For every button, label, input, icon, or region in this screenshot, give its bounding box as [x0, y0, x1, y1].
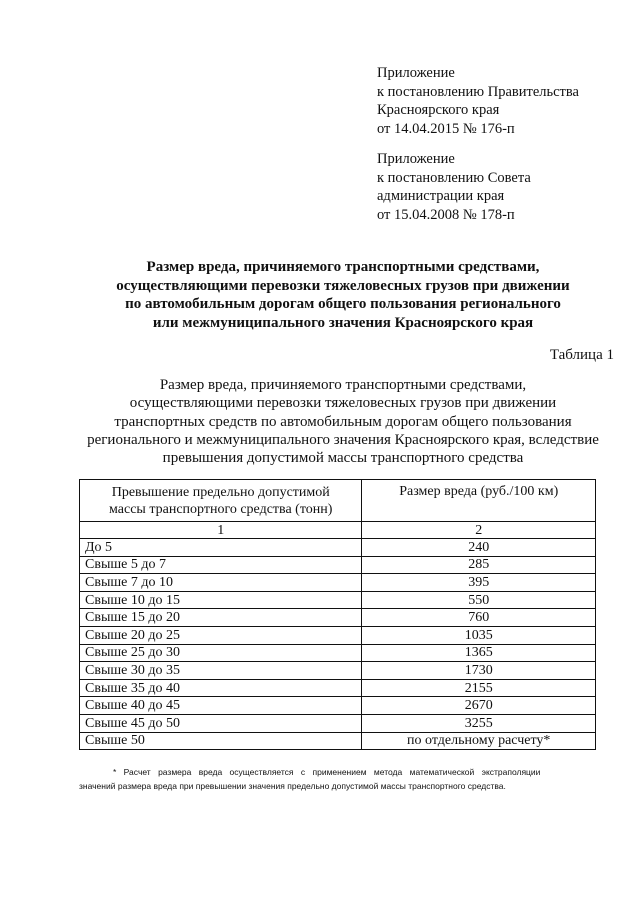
header-mass-excess-line: массы транспортного средства (тонн)	[109, 501, 333, 517]
table-body	[80, 539, 596, 750]
table-row	[80, 732, 596, 750]
table-row	[80, 662, 596, 680]
table-row	[80, 591, 596, 609]
mass-range-cell: Свыше 7 до 10	[80, 574, 362, 592]
title-line: Размер вреда, причиняемого транспортными средствами,	[146, 259, 540, 275]
mass-range-cell: Свыше 20 до 25	[80, 626, 362, 644]
mass-range-cell: Свыше 35 до 40	[80, 679, 362, 697]
appendix-1-line: к постановлению Правительства	[377, 83, 579, 100]
table-row	[80, 609, 596, 627]
damage-value-cell: 2155	[362, 679, 596, 697]
appendix-2-line: от 15.04.2008 № 178-п	[377, 206, 515, 223]
table-row	[80, 574, 596, 592]
title-line: или межмуниципального значения Красноярского края	[152, 314, 534, 331]
damage-value-cell: 1365	[362, 644, 596, 662]
appendix-2-line: Приложение	[377, 151, 455, 167]
damage-value-cell: 1730	[362, 662, 596, 680]
damage-value-cell: 550	[362, 591, 596, 609]
title-line: осуществляющими перевозки тяжеловесных грузов при движении	[116, 277, 570, 294]
appendix-2-line: к постановлению Совета	[377, 169, 531, 186]
header-mass-excess	[80, 480, 362, 522]
column-number-row	[80, 522, 596, 539]
appendix-1-line: Приложение	[377, 65, 455, 81]
damage-table	[79, 479, 596, 750]
damage-value-cell: 240	[362, 539, 596, 557]
appendix-1-line: Красноярского края	[377, 102, 500, 119]
footnote-line: * Расчет размера вреда осуществляется с применением метода математической экстраполяции	[113, 767, 541, 777]
caption-line: транспортных средств по автомобильным дорогам общего пользования	[114, 413, 572, 430]
appendix-block-1	[377, 64, 579, 138]
table-row	[80, 556, 596, 574]
header-damage-amount: Размер вреда (руб./100 км)	[362, 480, 596, 522]
caption-line: Размер вреда, причиняемого транспортными средствами,	[159, 377, 527, 393]
mass-range-cell: Свыше 45 до 50	[80, 714, 362, 732]
appendix-block-2	[377, 150, 531, 224]
table-row	[80, 644, 596, 662]
mass-range-cell: До 5	[80, 539, 362, 557]
damage-value-cell: 285	[362, 556, 596, 574]
damage-value-cell: 395	[362, 574, 596, 592]
appendix-2-line: администрации края	[377, 188, 505, 205]
document-title	[60, 258, 626, 332]
damage-value-cell: 1035	[362, 626, 596, 644]
table-number: Таблица 1	[549, 347, 614, 363]
mass-range-cell: Свыше 10 до 15	[80, 591, 362, 609]
mass-range-cell: Свыше 25 до 30	[80, 644, 362, 662]
caption-line: регионального и межмуниципального значения Красноярского края, вследствие	[87, 431, 599, 448]
mass-range-cell: Свыше 30 до 35	[80, 662, 362, 680]
footnote-line: значений размера вреда при превышении значения предельно допустимой массы транспортного средства.	[79, 781, 506, 791]
table-row	[80, 679, 596, 697]
title-line: по автомобильным дорогам общего пользования регионального	[125, 296, 561, 312]
mass-range-cell: Свыше 15 до 20	[80, 609, 362, 627]
damage-value-cell: 760	[362, 609, 596, 627]
appendix-1-line: от 14.04.2015 № 176-п	[377, 120, 515, 137]
column-number: 2	[362, 522, 596, 539]
caption-line: превышения допустимой массы транспортного средства	[162, 450, 524, 467]
mass-range-cell: Свыше 5 до 7	[80, 556, 362, 574]
column-number: 1	[80, 522, 362, 539]
mass-range-cell: Свыше 50	[80, 732, 362, 750]
header-mass-excess-line: Превышение предельно допустимой	[111, 484, 330, 500]
table-row	[80, 714, 596, 732]
caption-line: осуществляющими перевозки тяжеловесных грузов при движении	[129, 395, 557, 412]
mass-range-cell: Свыше 40 до 45	[80, 697, 362, 715]
table-row	[80, 626, 596, 644]
table-header-row	[80, 480, 596, 522]
damage-value-cell: по отдельному расчету*	[362, 732, 596, 750]
damage-value-cell: 3255	[362, 714, 596, 732]
damage-value-cell: 2670	[362, 697, 596, 715]
table-row	[80, 697, 596, 715]
table-row	[80, 539, 596, 557]
table-caption	[80, 376, 606, 467]
footnote	[79, 765, 609, 793]
